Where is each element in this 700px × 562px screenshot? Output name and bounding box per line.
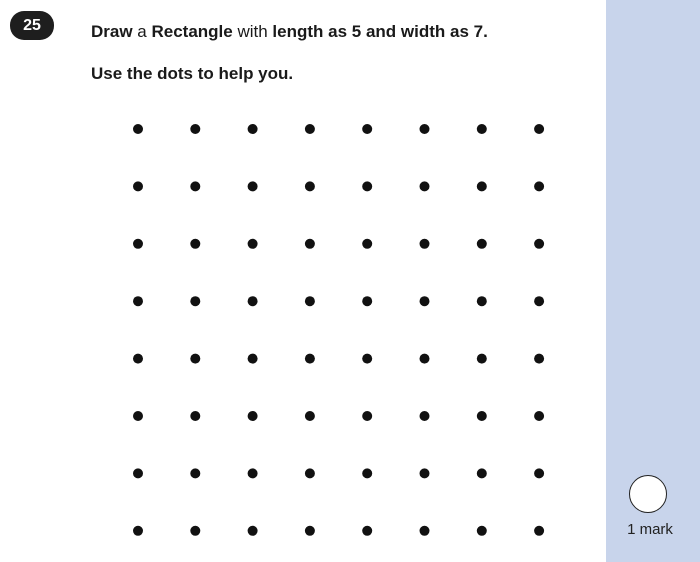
grid-dot[interactable] — [133, 296, 143, 306]
grid-dot[interactable] — [477, 181, 487, 191]
grid-dot[interactable] — [190, 354, 200, 364]
grid-dot[interactable] — [248, 354, 258, 364]
question-number-badge: 25 — [10, 11, 54, 40]
grid-dot[interactable] — [133, 468, 143, 478]
grid-dot[interactable] — [190, 239, 200, 249]
grid-dot[interactable] — [133, 181, 143, 191]
prompt-with: with — [232, 22, 273, 41]
grid-dot[interactable] — [534, 354, 544, 364]
grid-dot[interactable] — [534, 468, 544, 478]
grid-dot[interactable] — [305, 239, 315, 249]
grid-dot[interactable] — [420, 468, 430, 478]
grid-dot[interactable] — [133, 124, 143, 134]
grid-dot[interactable] — [190, 526, 200, 536]
grid-dot[interactable] — [305, 354, 315, 364]
prompt-shape: Rectangle — [151, 22, 233, 41]
grid-dot[interactable] — [133, 526, 143, 536]
grid-dot[interactable] — [133, 239, 143, 249]
grid-dot[interactable] — [534, 124, 544, 134]
grid-dot[interactable] — [305, 526, 315, 536]
prompt-verb: Draw — [91, 22, 133, 41]
grid-dot[interactable] — [534, 181, 544, 191]
grid-dot[interactable] — [534, 411, 544, 421]
grid-dot[interactable] — [190, 468, 200, 478]
grid-dot[interactable] — [477, 239, 487, 249]
grid-dot[interactable] — [190, 124, 200, 134]
grid-dot[interactable] — [420, 239, 430, 249]
grid-dot[interactable] — [362, 239, 372, 249]
grid-dot[interactable] — [420, 526, 430, 536]
grid-dot[interactable] — [420, 411, 430, 421]
grid-dot[interactable] — [477, 124, 487, 134]
grid-dot[interactable] — [420, 296, 430, 306]
grid-dot[interactable] — [362, 468, 372, 478]
prompt-article: a — [132, 22, 152, 41]
mark-label: 1 mark — [627, 521, 673, 538]
grid-dot[interactable] — [477, 468, 487, 478]
grid-dot[interactable] — [133, 354, 143, 364]
grid-dot[interactable] — [305, 468, 315, 478]
question-hint: Use the dots to help you. — [91, 64, 294, 83]
grid-dot[interactable] — [420, 181, 430, 191]
grid-dot[interactable] — [190, 296, 200, 306]
grid-dot[interactable] — [534, 526, 544, 536]
grid-dot[interactable] — [534, 296, 544, 306]
grid-dot[interactable] — [362, 124, 372, 134]
grid-dot[interactable] — [305, 124, 315, 134]
prompt-dimensions: length as 5 and width as 7. — [272, 22, 488, 41]
grid-dot[interactable] — [362, 181, 372, 191]
grid-dot[interactable] — [248, 181, 258, 191]
grid-dot[interactable] — [248, 124, 258, 134]
grid-dot[interactable] — [305, 181, 315, 191]
grid-dot[interactable] — [133, 411, 143, 421]
grid-dot[interactable] — [190, 411, 200, 421]
grid-dot[interactable] — [305, 411, 315, 421]
grid-dot[interactable] — [477, 296, 487, 306]
grid-dot[interactable] — [305, 296, 315, 306]
grid-dot[interactable] — [477, 354, 487, 364]
grid-dot[interactable] — [248, 239, 258, 249]
mark-answer-circle[interactable] — [629, 475, 667, 513]
grid-dot[interactable] — [477, 411, 487, 421]
grid-dot[interactable] — [248, 526, 258, 536]
grid-dot[interactable] — [248, 296, 258, 306]
grid-dot[interactable] — [362, 354, 372, 364]
grid-dot[interactable] — [362, 296, 372, 306]
grid-dot[interactable] — [420, 124, 430, 134]
grid-dot[interactable] — [477, 526, 487, 536]
grid-dot[interactable] — [248, 411, 258, 421]
grid-dot[interactable] — [362, 411, 372, 421]
grid-dot[interactable] — [420, 354, 430, 364]
grid-dot[interactable] — [248, 468, 258, 478]
grid-dot[interactable] — [362, 526, 372, 536]
grid-dot[interactable] — [190, 181, 200, 191]
grid-dot[interactable] — [534, 239, 544, 249]
